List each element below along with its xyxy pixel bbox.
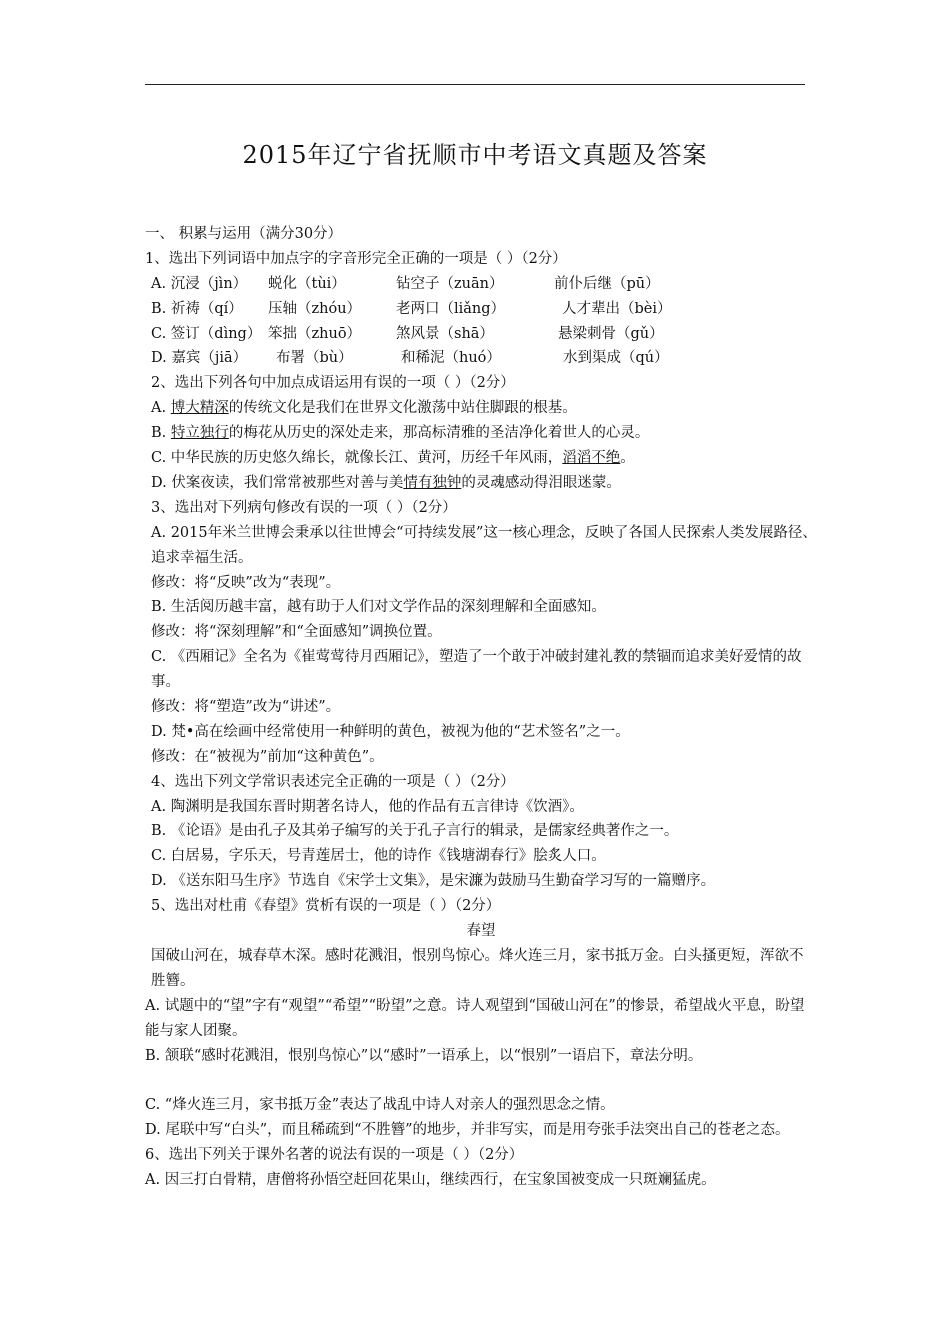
- poem-title: 春望: [466, 923, 496, 939]
- q1-c-1: C. 签订（dìng）: [151, 325, 262, 342]
- q1-a-2: 蜕化（tùi）: [268, 275, 346, 292]
- q1-a-4: 前仆后继（pū）: [554, 275, 660, 292]
- q2-option-c: [145, 446, 817, 471]
- q1-option-b: [145, 297, 817, 322]
- q1-c-4: 悬梁刺骨（gǔ）: [558, 325, 664, 342]
- q2-stem: 2、选出下列各句中加点成语运用有误的一项（ ）（2分）: [151, 375, 515, 392]
- q2-option-a: [145, 396, 817, 421]
- q1-a-3: 钻空子（zuān）: [396, 275, 504, 292]
- q2-c-rest: 。: [620, 450, 635, 467]
- q6-stem: 6、选出下列关于课外名著的说法有误的一项是（ ）（2分）: [145, 1147, 524, 1164]
- spacer: [145, 1068, 817, 1093]
- q2-c-prefix: C. 中华民族的历史悠久绵长，就像长江、黄河，历经千年风雨，: [151, 450, 563, 467]
- document-title: 2015年辽宁省抚顺市中考语文真题及答案: [242, 141, 708, 169]
- q2-a-prefix: A.: [151, 400, 171, 417]
- q3-fix-c: 修改：将“塑造”改为“讲述”。: [151, 698, 341, 715]
- q2-b-idiom: 特立独行: [170, 425, 229, 442]
- q2-option-d: [145, 471, 817, 496]
- q1-d-2: 布署（bù）: [276, 350, 353, 367]
- q1-a-1: A. 沉浸（jìn）: [151, 275, 248, 292]
- q1-b-2: 压轴（zhóu）: [268, 300, 362, 317]
- q3-option-a: A. 2015年米兰世博会秉承以往世博会“可持续发展”这一核心理念，反映了各国人民探索人类发展路径、追求幸福生活。: [151, 524, 817, 566]
- q1-b-1: B. 祈祷（qí）: [151, 300, 243, 317]
- document-body: [145, 222, 817, 1193]
- q2-d-prefix: D. 伏案夜读，我们常常被那些对善与美: [151, 474, 404, 491]
- q3-fix-d: 修改：在“被视为”前加“这种黄色”。: [151, 748, 384, 765]
- q2-d-idiom: 情有独钟: [403, 474, 462, 491]
- q3-option-b: B. 生活阅历越丰富，越有助于人们对文学作品的深刻理解和全面感知。: [151, 599, 606, 616]
- q4-stem: 4、选出下列文学常识表述完全正确的一项是（ ）（2分）: [151, 773, 515, 790]
- q1-d-1: D. 嘉宾（jiā）: [151, 350, 248, 367]
- q2-d-rest: 的灵魂感动得泪眼迷蒙。: [461, 474, 621, 491]
- q1-b-3: 老两口（liǎng）: [396, 300, 506, 317]
- q6-option-a: A. 因三打白骨精，唐僧将孙悟空赶回花果山，继续西行，在宝象国被变成一只斑斓猛虎。: [145, 1171, 716, 1188]
- q1-stem: 1、选出下列词语中加点字的字音形完全正确的一项是（ ）（2分）: [145, 250, 567, 267]
- q4-option-a: A. 陶渊明是我国东晋时期著名诗人，他的作品有五言律诗《饮酒》。: [151, 798, 584, 815]
- q3-option-d: D. 梵•高在绘画中经常使用一种鲜明的黄色，被视为他的“艺术签名”之一。: [151, 723, 630, 740]
- q4-option-d: D. 《送东阳马生序》节选自《宋学士文集》，是宋濂为鼓励马生勤奋学习写的一篇赠序。: [151, 873, 716, 890]
- q3-option-c: C. 《西厢记》全名为《崔莺莺待月西厢记》，塑造了一个敢于冲破封建礼教的禁锢而追求美好爱情的故事。: [151, 649, 802, 691]
- q2-a-rest: 的传统文化是我们在世界文化激荡中站住脚跟的根基。: [228, 400, 577, 417]
- q5-option-c: C. “烽火连三月，家书抵万金”表达了战乱中诗人对亲人的强烈思念之情。: [145, 1097, 615, 1114]
- q4-option-b: B. 《论语》是由孔子及其弟子编写的关于孔子言行的辑录，是儒家经典著作之一。: [151, 823, 679, 840]
- q2-b-prefix: B.: [151, 425, 171, 442]
- q5-option-a: A. 试题中的“望”字有“观望”“希望”“盼望”之意。诗人观望到“国破山河在”的惨景，希望战火平息，盼望 能与家人团聚。: [145, 997, 805, 1039]
- q3-fix-b: 修改：将“深刻理解”和“全面感知”调换位置。: [151, 624, 442, 641]
- q1-option-d: [145, 346, 817, 371]
- q1-option-c: [145, 322, 817, 347]
- q3-fix-a: 修改：将“反映”改为“表现”。: [151, 574, 341, 591]
- section-heading: 一、 积累与运用（满分30分）: [145, 226, 343, 242]
- q5-option-b: B. 颔联“感时花溅泪，恨别鸟惊心”以“感时”一语承上，以“恨别”一语启下，章法分明。: [145, 1047, 703, 1064]
- q1-option-a: [145, 272, 817, 297]
- q5-option-d: D. 尾联中写“白头”，而且稀疏到“不胜簪”的地步，并非写实，而是用夸张手法突出自己的苍老之态。: [145, 1122, 790, 1139]
- q3-stem: 3、选出对下列病句修改有误的一项（ ）（2分）: [151, 499, 457, 516]
- q4-option-c: C. 白居易，字乐天，号青莲居士，他的诗作《钱塘湖春行》脍炙人口。: [151, 848, 606, 865]
- poem-text: 国破山河在，城春草木深。感时花溅泪，恨别鸟惊心。烽火连三月，家书抵万金。白头搔更短，浑欲不胜簪。: [151, 947, 804, 989]
- q1-d-4: 水到渠成（qú）: [563, 350, 669, 367]
- q2-option-b: [145, 421, 817, 446]
- q1-c-2: 笨拙（zhuō）: [268, 325, 362, 342]
- header-rule: [145, 84, 805, 85]
- q2-b-rest: 的梅花从历史的深处走来，那高标清雅的圣洁净化着世人的心灵。: [228, 425, 650, 442]
- q1-d-3: 和稀泥（huó）: [401, 350, 501, 367]
- q5-stem: 5、选出对杜甫《春望》赏析有误的一项是（ ）（2分）: [151, 898, 501, 915]
- q2-a-idiom: 博大精深: [170, 400, 229, 417]
- q2-c-idiom: 滔滔不绝: [562, 450, 621, 467]
- q1-b-4: 人才辈出（bèi）: [562, 300, 672, 317]
- q1-c-3: 煞风景（shā）: [396, 325, 494, 342]
